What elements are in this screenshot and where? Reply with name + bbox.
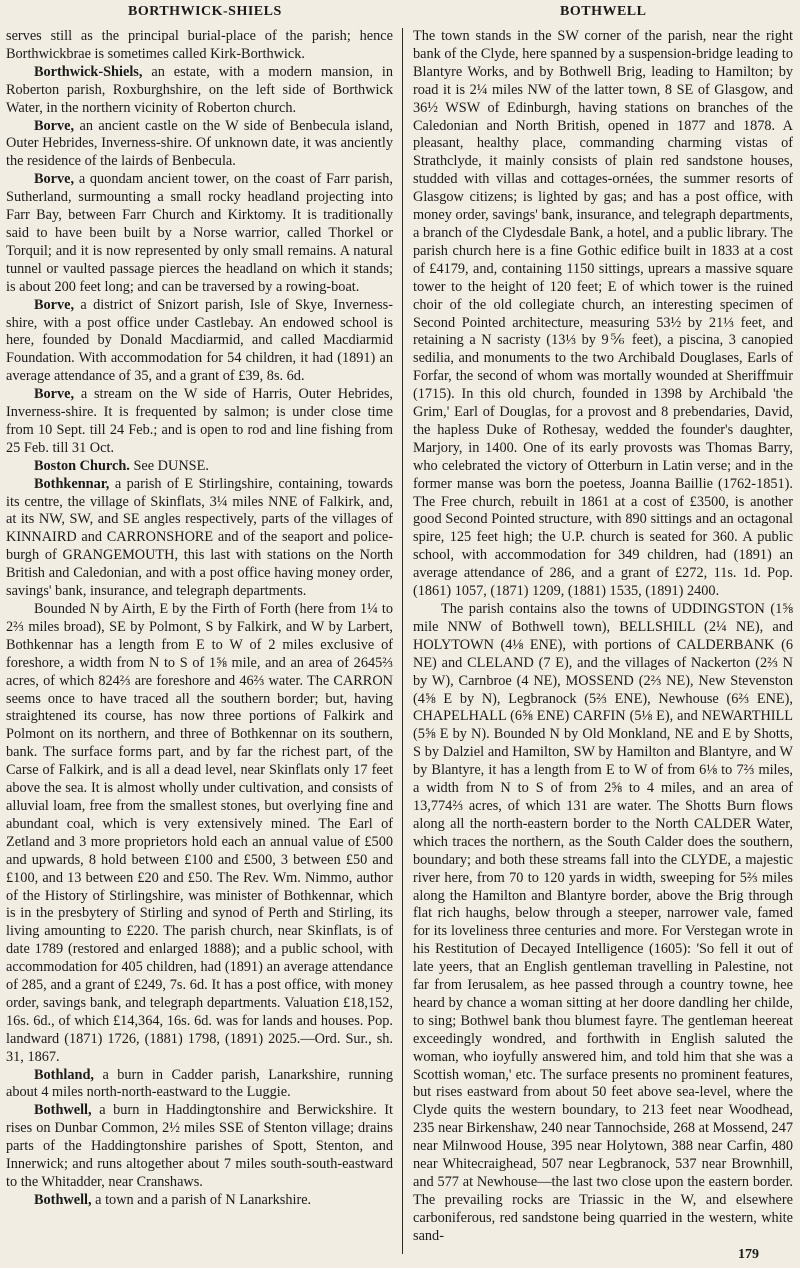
- running-head-left: BORTHWICK-SHIELS: [128, 4, 282, 19]
- gazetteer-entry: [6, 386, 393, 458]
- gazetteer-paragraph: The parish contains also the towns of UDDINGSTON (1⅝ mile NNW of Bothwell town), BELLSHILL (2¼ NE), and HOLYTOWN (4⅛ ENE), with portions of CALDERBANK (6 NE) and CLELAND (7 E), and the villages of Nackerton (2⅔ N by W), Carnbroe (4 NE), MOSSEND (2⅔ NE), New Stevenston (4⅝ E by N), Legbranock (5⅔ ENE), Newhouse (6⅔ ENE), CHAPELHALL (6⅝ ENE) CARFIN (5⅛ E), and NEWARTHILL (5⅝ E by N). Bounded N by Old Monkland, NE and E by Shotts, S by Dalziel and Hamilton, SW by Hamilton and Blantyre, and W by Blantyre, it has a length from E to W of from 6⅛ to 7⅔ miles, a width from N to S of from 2⅝ to 4 miles, and an area of 13,774⅔ acres, of which 131 are water. The Shotts Burn flows along all the north-eastern border to the North CALDER Water, which traces the northern, as the South Calder does the southern, boundary; and both these streams fall into the CLYDE, a majestic river here, from 70 to 120 yards in width, sweeping for 5⅔ miles along the Hamilton and Blantyre border, above the Brig through flat rich haughs, below through a steeper, narrower vale, famed for its loveliness three centuries and more. For Verstegan wrote in his Restitution of Decayed Intelligence (1605): 'So fell it out of late yeers, that an English gentleman travelling in Palestine, not far from Ierusalem, as hee passed through a country towne, hee heard by chance a woman sitting at her doore dandling her childe, to sing; Bothwel bank thou blumest fayre. The gentleman heereat exceedingly wondred, and forthwith in English saluted the woman, who ioyfully answered him, and told him that she was a Scottish woman,' etc. The surface presents no prominent features, but rises eastward from about 50 feet above sea-level, where the Clyde quits the western boundary, to 213 feet near Woodhead, 235 near Birkenshaw, 240 near Tannochside, 268 at Mossend, 247 near Milnwood House, 395 near Holytown, 388 near Carfin, 480 near Whitecraighead, 507 near Legbranock, 537 near Brownhill, and 577 at Newhouse—the last two close upon the eastern border. The prevailing rocks are Triassic in the W, and elsewhere carboniferous, red sandstone being quarried in the western, white sand-: [413, 601, 793, 1244]
- entry-text: an estate, with a modern mansion, in Roberton parish, Roxburghshire, on the left side of Borthwick Water, in the northern vicinity of Roberton church.: [6, 63, 393, 116]
- entry-text: a town and a parish of N Lanarkshire.: [91, 1191, 312, 1208]
- gazetteer-paragraph: The town stands in the SW corner of the parish, near the right bank of the Clyde, here spanned by a suspension-bridge leading to Blantyre Works, and by Bothwell Brig, leading to Hamilton; by road it is 2¼ miles NW of the latter town, 8 SE of Glasgow, and 36½ WSW of Edinburgh, having stations on branches of the Caledonian and North British, opened in 1877 and 1878. A pleasant, healthy place, commanding charming vistas of Strathclyde, it mainly consists of plain red sandstone houses, studded with villas and cottages-ornées, the summer resorts of Glasgow citizens; is lighted by gas; and has a post office, with money order, savings' bank, insurance, and telegraph departments, a branch of the Clydesdale Bank, a hotel, and a public library. The parish church here is a fine Gothic edifice built in 1833 at a cost of £4179, and, containing 1150 sittings, uprears a massive square tower to the height of 120 feet; E of which tower is the ruined choir of the old collegiate church, an interesting specimen of Second Pointed architecture, measuring 53½ by 21⅓ feet, and retaining a N sacristy (13⅓ by 9⅚ feet), a piscina, 3 canopied sedilia, and monuments to the two Archibald Douglases, Earls of Forfar, the second of whom was mortally wounded at Sheriffmuir (1715). In this old church, founded in 1398 by Archibald 'the Grim,' Earl of Douglas, for a provost and 8 prebendaries, David, the hapless Duke of Rothesay, wedded the founder's daughter, Marjory, in 1400. One of its early provosts was Thomas Barry, who celebrated the victory of Otterburn in Latin verse; and in the former manse was born the poetess, Joanna Baillie (1762-1851). The Free church, rebuilt in 1861 at a cost of £3500, is another good Second Pointed structure, with 890 sittings and an octagonal spire, 125 feet high; the U.P. church is seated for 360. A public school, with accommodation for 349 children, had (1891) an average attendance of 286, and a grant of £272, 11s. 1d. Pop. (1861) 1057, (1871) 1209, (1881) 1535, (1891) 2400.: [413, 28, 793, 600]
- entry-head: Bothland,: [34, 1066, 94, 1083]
- entry-text: a stream on the W side of Harris, Outer Hebrides, Inverness-shire. It is frequented by salmon; is under close time from 10 Sept. till 24 Feb.; and is open to rod and line fishing from 25 Feb. till 31 Oct.: [6, 386, 393, 456]
- entry-head: Boston Church.: [34, 457, 130, 474]
- entry-head: Bothkennar,: [34, 475, 110, 492]
- entry-text: a burn in Cadder parish, Lanarkshire, running about 4 miles north-north-eastward to the Luggie.: [6, 1066, 393, 1101]
- entry-text: See DUNSE.: [129, 457, 209, 474]
- entry-head: Borve,: [34, 171, 75, 188]
- entry-text: a district of Snizort parish, Isle of Skye, Inverness-shire, with a post office under Castlebay. An endowed school is here, founded by Donald Macdiarmid, and called Macdiarmid Foundation. With accommodation for 54 children, it had (1891) an average attendance of 35, and a grant of £39, 8s. 6d.: [6, 296, 393, 385]
- entry-text: a parish of E Stirlingshire, containing, towards its centre, the village of Skinflats, 3¼ miles NNE of Falkirk, and, at its NW, SW, and SE angles respectively, parts of the villages of KINNAIRD and CARRONSHORE and of the seaport and police-burgh of GRANGEMOUTH, this last with stations on the North British and Caledonian, and with a post office having money order, savings' bank, insurance, and telegraph departments.: [6, 475, 393, 600]
- gazetteer-entry: [6, 458, 393, 476]
- page-number: 179: [738, 1247, 759, 1262]
- left-column: [6, 28, 393, 1210]
- gazetteer-entry: [6, 601, 393, 1067]
- entry-text: a quondam ancient tower, on the coast of Farr parish, Sutherland, surmounting a small rocky headland projecting into Farr Bay, between Farr Church and Kirktomy. It is traditionally said to have been built by a Norse warrior, called Thorkel or Torquil; and it is now represented by only small remains. A natural tunnel or vaulted passage pierces the headland on which it stands; is about 200 feet long; and can be traversed by a rowing-boat.: [6, 171, 393, 295]
- entry-head: Borve,: [34, 386, 75, 403]
- running-head-right: BOTHWELL: [560, 4, 647, 19]
- entry-head: Bothwell,: [34, 1102, 92, 1119]
- entry-text: a burn in Haddingtonshire and Berwickshire. It rises on Dunbar Common, 2½ miles SSE of Stenton village; drains parts of the Haddingtonshire parishes of Spott, Stenton, and Innerwick; and runs altogether about 7 miles south-south-eastward to the Whitadder, near Cranshaws.: [6, 1102, 393, 1190]
- entry-head: Borve,: [34, 296, 75, 313]
- gazetteer-entry: [6, 28, 393, 64]
- gazetteer-entry: [6, 118, 393, 172]
- gazetteer-entry: [6, 1192, 393, 1210]
- right-column: [413, 28, 793, 1246]
- entry-text: an ancient castle on the W side of Benbecula island, Outer Hebrides, Inverness-shire. Of unknown date, it was anciently the residence of the lairds of Benbecula.: [6, 117, 393, 170]
- entry-head: Bothwell,: [34, 1191, 92, 1208]
- gazetteer-entry: [6, 171, 393, 296]
- entry-text: Bounded N by Airth, E by the Firth of Forth (here from 1¼ to 2⅔ miles broad), SE by Polmont, S by Falkirk, and W by Larbert, Bothkennar has a length from E to W of 2 miles exclusive of foreshore, a width from N to S of 1⅝ mile, and an area of 2645⅔ acres, of which 824⅔ are foreshore and 46⅔ water. The CARRON seems once to have traced all the southern border; but, having straightened its course, has now three portions of Falkirk and Polmont on its northern, and three of Bothkennar on its southern, bank. The surface forms part, and by far the richest part, of the Carse of Falkirk, and is all a dead level, near Skinflats only 17 feet above the sea. It is almost wholly under cultivation, and consists of alluvial loam, free from the smallest stones, but overlying fine and abundant coal, which is very extensively mined. The Earl of Zetland and 3 more proprietors hold each an annual value of £500 and upwards, 8 hold between £100 and £500, 3 between £50 and £100, and 13 between £20 and £50. The Rev. Wm. Nimmo, author of the History of Stirlingshire, was minister of Bothkennar, which is in the presbytery of Stirling and synod of Perth and Stirling, its living amounting to £220. The parish church, near Skinflats, is of date 1789 (restored and enlarged 1888); and a public school, with accommodation for 405 children, had (1891) an average attendance of 285, and a grant of £249, 7s. 6d. It has a post office, with money order, savings bank, and telegraph departments. Valuation £18,152, 16s. 6d., of which £14,364, 16s. 6d. was for lands and houses. Pop. landward (1871) 1726, (1881) 1798, (1891) 2025.—Ord. Sur., sh. 31, 1867.: [6, 601, 393, 1065]
- entry-text: serves still as the principal burial-place of the parish; hence Borthwickbrae is sometimes called Kirk-Borthwick.: [6, 28, 393, 62]
- column-divider: [402, 28, 403, 1254]
- gazetteer-entry: [6, 297, 393, 387]
- gazetteer-entry: [6, 64, 393, 118]
- gazetteer-entry: [6, 1102, 393, 1192]
- entry-head: Borthwick-Shiels,: [34, 63, 143, 80]
- gazetteer-entry: [6, 1067, 393, 1103]
- gazetteer-entry: [6, 476, 393, 601]
- entry-head: Borve,: [34, 117, 75, 134]
